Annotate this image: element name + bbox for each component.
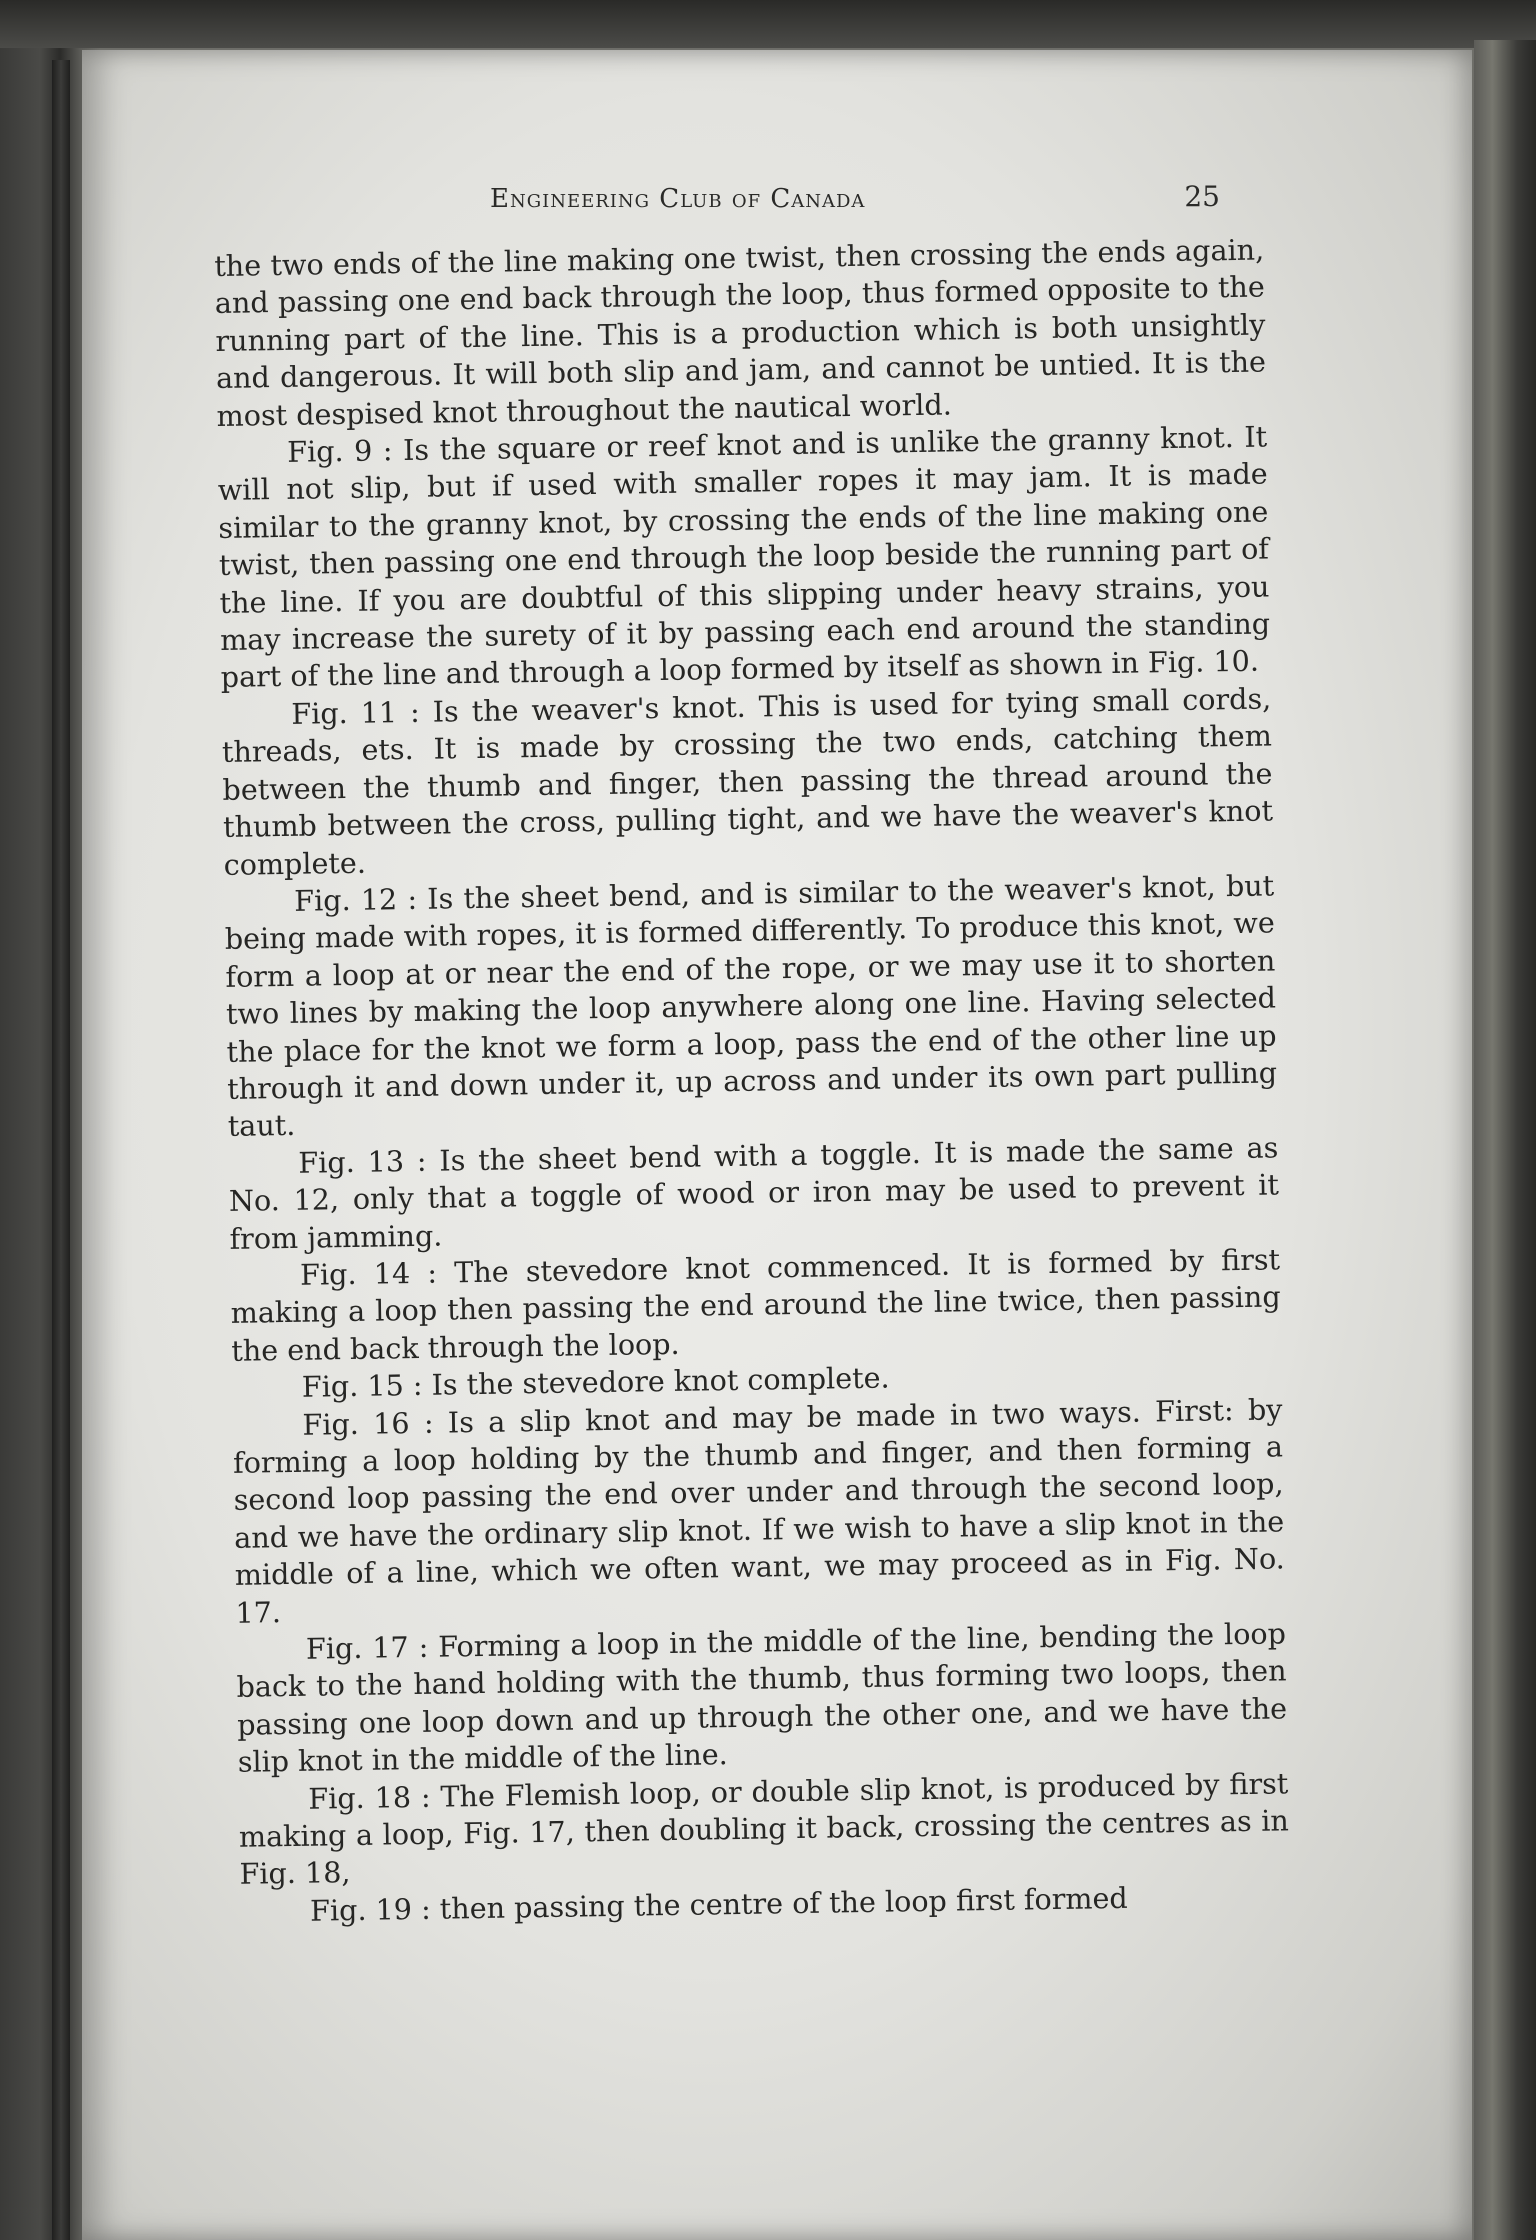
running-title: Engineering Club of Canada [490,184,866,214]
paragraph: Fig. 16 : Is a slip knot and may be made in two ways. First: by forming a loop holding by the thumb and finger, and then forming a second loop passing the end over under and through the second loop, and we have the ordinary slip knot. If we wish to have a slip knot in the middle of a line, which we often want, we may proceed as in Fig. No. 17. [232,1391,1285,1630]
top-shadow-strip [0,0,1536,48]
page-stack-edge [1474,40,1536,2240]
paragraph: Fig. 15 : Is the stevedore knot complete. [301,1360,890,1404]
paragraph: the two ends of the line making one twist, then crossing the ends again, and passing one end back through the loop, thus formed opposite to the running part of the line. This is a production which is both unsightly and dangerous. It will both slip and jam, and cannot be untied. It is the most despised knot throughout the nautical world. [214,232,1267,433]
page-number: 25 [1184,180,1220,213]
book-binding-edge [52,60,70,2240]
paragraph: Fig. 9 : Is the square or reef knot and is unlike the granny knot. It will not slip, but if used with smaller ropes it may jam. It is made similar to the granny knot, by crossing the ends of the line making one twist, then passing one end through the loop beside the running part of the line. If you are doubtful of this slipping under heavy strains, you may increase the surety of it by passing each end around the standing part of the line and through a loop formed by itself as shown in Fig. 10. [217,419,1271,695]
paragraph: Fig. 12 : Is the sheet bend, and is similar to the weaver's knot, but being made with ropes, it is formed differently. To produce this knot, we form a loop at or near the end of the rope, or we may use it to shorten two lines by making the loop anywhere along one line. Having selected the place for the knot we form a loop, pass the end of the other line up through it and down under it, up across and under its own part pulling taut. [224,868,1278,1144]
paragraph: Fig. 18 : The Flemish loop, or double slip knot, is produced by first making a loop, Fig. 17, then doubling it back, crossing the centres as in Fig. 18, [238,1765,1290,1892]
paragraph: Fig. 14 : The stevedore knot commenced. It is formed by first making a loop then passing the end around the line twice, then passing the end back through the loop. [230,1242,1281,1368]
page-header [300,178,1220,228]
paragraph: Fig. 19 : then passing the centre of the loop first formed [309,1880,1128,1928]
paragraph: Fig. 17 : Forming a loop in the middle of the line, bending the loop back to the hand holding with the thumb, thus forming two loops, then passing one loop down and up through the other one, and we have the slip knot in the middle of the line. [236,1616,1288,1780]
body-text [214,232,1290,1932]
paragraph: Fig. 11 : Is the weaver's knot. This is used for tying small cords, threads, ets. It is made by crossing the two ends, catching them between the thumb and finger, then passing the thread around the thumb between the cross, pulling tight, and we have the weaver's knot complete. [221,681,1274,882]
paragraph: Fig. 13 : Is the sheet bend with a toggle. It is made the same as No. 12, only that a toggle of wood or iron may be used to prevent it from jamming. [228,1130,1280,1256]
